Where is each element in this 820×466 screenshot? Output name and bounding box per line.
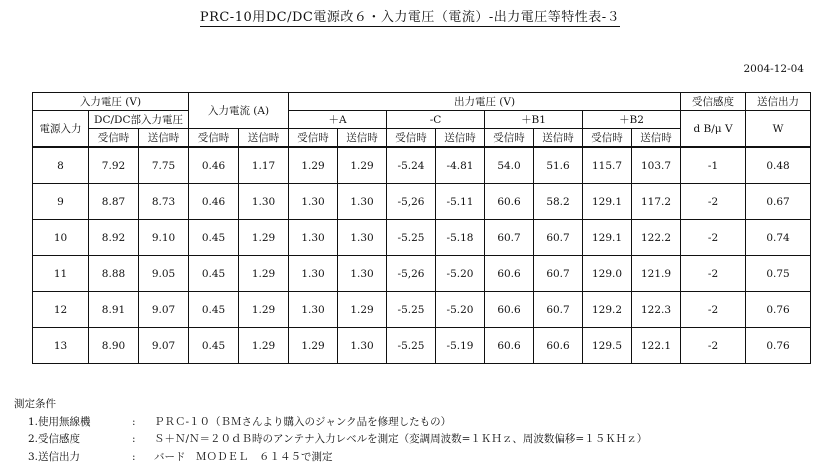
header-tx: 送信時 (632, 129, 681, 148)
condition-item (14, 431, 648, 449)
header-input-current: 入力電流 (A) (189, 93, 289, 129)
cell-dcdc-rx: 8.90 (89, 328, 139, 364)
cell-power-input: 10 (33, 220, 89, 256)
header-dcdc-input-voltage: DC/DC部入力電圧 (89, 111, 189, 129)
header-tx-power-unit: W (746, 111, 811, 148)
cell-plus-b2-rx: 129.1 (583, 220, 632, 256)
header-rx-sensitivity: 受信感度 (681, 93, 746, 111)
cell-plus-b2-tx: 122.1 (632, 328, 681, 364)
header-tx: 送信時 (436, 129, 485, 148)
conditions-heading: 測定条件 (14, 398, 56, 410)
cell-dcdc-rx: 8.88 (89, 256, 139, 292)
header-plus-b1: ＋B1 (485, 111, 583, 129)
cell-plus-b2-rx: 129.5 (583, 328, 632, 364)
cell-rx-sensitivity: -2 (681, 328, 746, 364)
cell-dcdc-tx: 8.73 (139, 184, 189, 220)
header-tx: 送信時 (239, 129, 289, 148)
header-output-voltage: 出力電圧 (V) (289, 93, 681, 111)
measurement-conditions (14, 396, 648, 466)
cell-minus-c-tx: -5.19 (436, 328, 485, 364)
cell-dcdc-rx: 8.91 (89, 292, 139, 328)
cell-plus-b2-tx: 122.3 (632, 292, 681, 328)
cell-plus-b1-tx: 58.2 (534, 184, 583, 220)
cell-power-input: 12 (33, 292, 89, 328)
cell-tx-power: 0.75 (746, 256, 811, 292)
cell-plus-b1-tx: 51.6 (534, 147, 583, 184)
cell-dcdc-tx: 7.75 (139, 147, 189, 184)
condition-separator: : (132, 415, 136, 428)
cell-plus-a-rx: 1.29 (289, 328, 338, 364)
cell-dcdc-rx: 7.92 (89, 147, 139, 184)
cell-current-tx: 1.29 (239, 256, 289, 292)
cell-plus-a-tx: 1.29 (338, 292, 387, 328)
cell-power-input: 11 (33, 256, 89, 292)
condition-label: 1.使用無線機 (28, 415, 91, 428)
table-row (33, 184, 811, 220)
table-row (33, 292, 811, 328)
cell-plus-b2-rx: 129.2 (583, 292, 632, 328)
cell-rx-sensitivity: -1 (681, 147, 746, 184)
cell-current-rx: 0.46 (189, 184, 239, 220)
cell-plus-a-rx: 1.30 (289, 256, 338, 292)
cell-minus-c-rx: -5.25 (387, 328, 436, 364)
table-row (33, 256, 811, 292)
cell-plus-b2-rx: 115.7 (583, 147, 632, 184)
cell-minus-c-tx: -5.20 (436, 292, 485, 328)
cell-minus-c-tx: -5.18 (436, 220, 485, 256)
cell-plus-b2-tx: 121.9 (632, 256, 681, 292)
header-rx: 受信時 (189, 129, 239, 148)
cell-plus-b2-rx: 129.0 (583, 256, 632, 292)
cell-plus-a-tx: 1.30 (338, 256, 387, 292)
cell-plus-b1-tx: 60.7 (534, 292, 583, 328)
condition-separator: : (132, 450, 136, 463)
cell-plus-b1-rx: 60.6 (485, 292, 534, 328)
cell-plus-b2-tx: 103.7 (632, 147, 681, 184)
cell-minus-c-rx: -5.24 (387, 147, 436, 184)
cell-dcdc-rx: 8.87 (89, 184, 139, 220)
header-rx: 受信時 (387, 129, 436, 148)
cell-tx-power: 0.67 (746, 184, 811, 220)
cell-current-tx: 1.29 (239, 328, 289, 364)
cell-plus-b1-rx: 60.6 (485, 184, 534, 220)
cell-current-rx: 0.45 (189, 328, 239, 364)
cell-plus-a-rx: 1.30 (289, 184, 338, 220)
cell-plus-b1-rx: 60.6 (485, 328, 534, 364)
cell-dcdc-tx: 9.07 (139, 328, 189, 364)
condition-item (14, 449, 333, 466)
cell-minus-c-rx: -5.25 (387, 220, 436, 256)
cell-plus-b1-tx: 60.7 (534, 256, 583, 292)
cell-plus-b1-rx: 54.0 (485, 147, 534, 184)
cell-plus-a-tx: 1.30 (338, 220, 387, 256)
condition-label: 3.送信出力 (28, 450, 81, 463)
header-power-input: 電源入力 (33, 111, 89, 148)
header-rx-sensitivity-unit: d B/μ V (681, 111, 746, 148)
cell-plus-b1-tx: 60.6 (534, 328, 583, 364)
condition-item (14, 414, 452, 432)
table-row (33, 328, 811, 364)
header-rx: 受信時 (289, 129, 338, 148)
header-plus-b2: ＋B2 (583, 111, 681, 129)
cell-minus-c-tx: -4.81 (436, 147, 485, 184)
cell-plus-b2-tx: 117.2 (632, 184, 681, 220)
cell-minus-c-rx: -5.25 (387, 292, 436, 328)
condition-label: 2.受信感度 (28, 433, 81, 445)
table-row (33, 147, 811, 184)
table-row (33, 220, 811, 256)
header-rx: 受信時 (89, 129, 139, 148)
header-rx: 受信時 (583, 129, 632, 148)
title-text: PRC-10用DC/DC電源改６・入力電圧（電流）-出力電圧等特性表-３ (199, 10, 621, 25)
header-minus-c: -C (387, 111, 485, 129)
cell-tx-power: 0.48 (746, 147, 811, 184)
cell-dcdc-rx: 8.92 (89, 220, 139, 256)
cell-minus-c-rx: -5,26 (387, 184, 436, 220)
header-tx-power: 送信出力 (746, 93, 811, 111)
header-tx: 送信時 (338, 129, 387, 148)
cell-rx-sensitivity: -2 (681, 292, 746, 328)
cell-minus-c-tx: -5.11 (436, 184, 485, 220)
cell-dcdc-tx: 9.05 (139, 256, 189, 292)
cell-power-input: 13 (33, 328, 89, 364)
condition-value: ＰＲＣ-１０（ＢＭさんより購入のジャンク品を修理したもの） (154, 415, 452, 428)
cell-dcdc-tx: 9.07 (139, 292, 189, 328)
cell-current-tx: 1.29 (239, 292, 289, 328)
cell-tx-power: 0.76 (746, 292, 811, 328)
cell-current-rx: 0.45 (189, 256, 239, 292)
cell-plus-b1-rx: 60.6 (485, 256, 534, 292)
cell-plus-b2-rx: 129.1 (583, 184, 632, 220)
table-body (33, 147, 811, 364)
cell-plus-a-tx: 1.30 (338, 184, 387, 220)
document-date: 2004-12-04 (743, 63, 804, 75)
header-tx: 送信時 (139, 129, 189, 148)
header-plus-a: ＋A (289, 111, 387, 129)
cell-rx-sensitivity: -2 (681, 220, 746, 256)
cell-plus-b1-rx: 60.7 (485, 220, 534, 256)
cell-tx-power: 0.74 (746, 220, 811, 256)
cell-rx-sensitivity: -2 (681, 256, 746, 292)
cell-plus-a-rx: 1.30 (289, 292, 338, 328)
cell-plus-a-rx: 1.30 (289, 220, 338, 256)
cell-current-rx: 0.45 (189, 220, 239, 256)
cell-current-tx: 1.30 (239, 184, 289, 220)
cell-plus-a-rx: 1.29 (289, 147, 338, 184)
characteristics-table (32, 92, 811, 364)
cell-plus-b1-tx: 60.7 (534, 220, 583, 256)
document-title (0, 6, 820, 25)
cell-current-tx: 1.17 (239, 147, 289, 184)
cell-plus-b2-tx: 122.2 (632, 220, 681, 256)
cell-minus-c-tx: -5.20 (436, 256, 485, 292)
cell-current-rx: 0.45 (189, 292, 239, 328)
condition-value: バード ＭＯＤＥＬ ６１４５で測定 (154, 450, 333, 463)
header-input-voltage: 入力電圧 (V) (33, 93, 189, 111)
condition-separator: : (132, 433, 136, 445)
header-rx: 受信時 (485, 129, 534, 148)
cell-current-tx: 1.29 (239, 220, 289, 256)
cell-plus-a-tx: 1.30 (338, 328, 387, 364)
cell-current-rx: 0.46 (189, 147, 239, 184)
condition-value: Ｓ＋Ｎ/Ｎ＝２０ｄＢ時のアンテナ入力レベルを測定（変調周波数=１ＫＨｚ、周波数偏移=１５ＫＨｚ） (154, 433, 648, 445)
cell-tx-power: 0.76 (746, 328, 811, 364)
cell-power-input: 9 (33, 184, 89, 220)
cell-power-input: 8 (33, 147, 89, 184)
cell-minus-c-rx: -5,26 (387, 256, 436, 292)
cell-rx-sensitivity: -2 (681, 184, 746, 220)
header-tx: 送信時 (534, 129, 583, 148)
cell-plus-a-tx: 1.29 (338, 147, 387, 184)
cell-dcdc-tx: 9.10 (139, 220, 189, 256)
